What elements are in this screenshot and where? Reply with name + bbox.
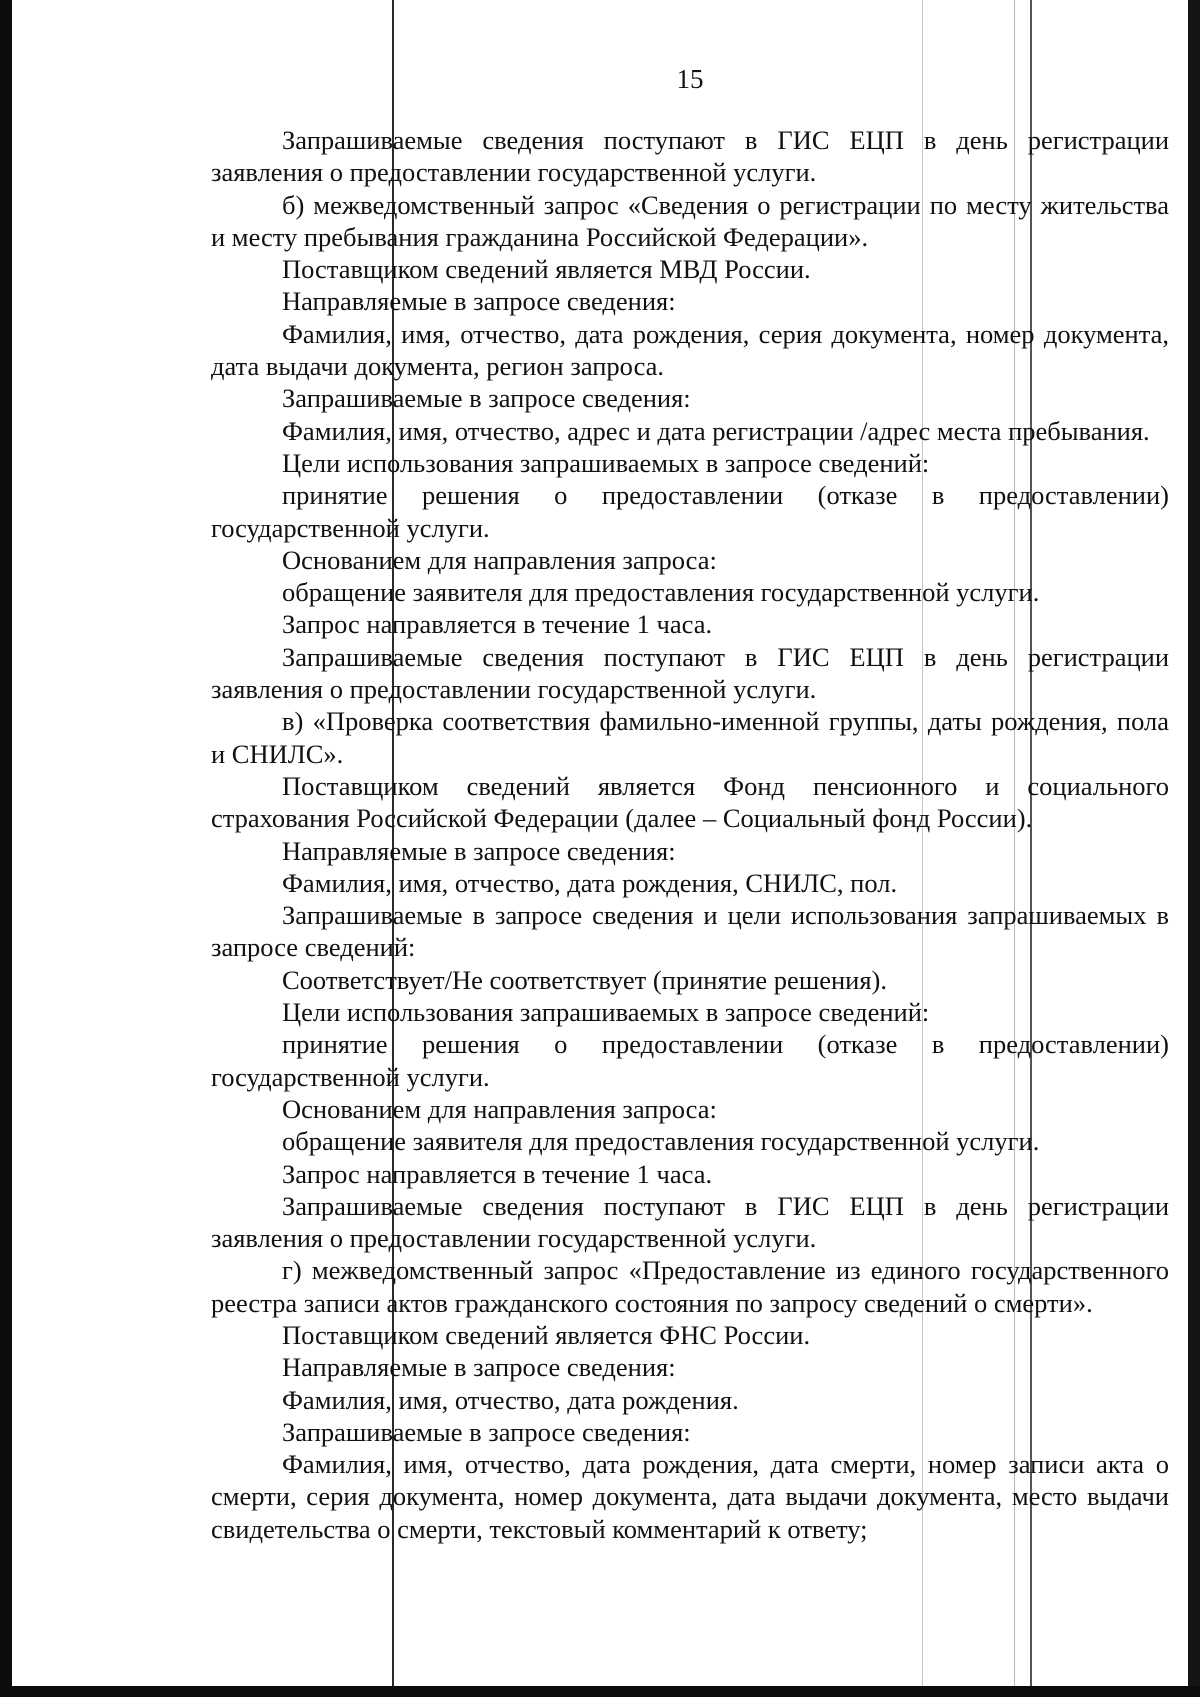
document-body <box>211 124 1169 1545</box>
paragraph: Запрашиваемые в запросе сведения и цели использования запрашиваемых в запросе сведений: <box>211 900 1169 963</box>
paragraph: Запрос направляется в течение 1 часа. <box>282 1158 713 1189</box>
paragraph: Соответствует/Не соответствует (принятие решения). <box>282 964 887 995</box>
paragraph: принятие решения о предоставлении (отказе в предоставлении) государственной услуги. <box>211 480 1169 543</box>
paragraph: Цели использования запрашиваемых в запросе сведений: <box>282 447 930 478</box>
paragraph: Направляемые в запросе сведения: <box>282 835 676 866</box>
scan-border-bottom <box>0 1686 1200 1697</box>
paragraph: Фамилия, имя, отчество, дата рождения, СНИЛС, пол. <box>282 867 898 898</box>
paragraph: Запрашиваемые сведения поступают в ГИС ЕЦП в день регистрации заявления о предоставлении государственной услуги. <box>211 125 1169 188</box>
paragraph: обращение заявителя для предоставления государственной услуги. <box>282 577 1040 608</box>
paragraph: Поставщиком сведений является ФНС России. <box>282 1319 811 1350</box>
paragraph: Направляемые в запросе сведения: <box>282 1352 676 1383</box>
paragraph: Фамилия, имя, отчество, дата рождения. <box>282 1384 739 1415</box>
paragraph: Направляемые в запросе сведения: <box>282 286 676 317</box>
paragraph: Основанием для направления запроса: <box>282 544 717 575</box>
scan-border-left <box>0 0 12 1697</box>
paragraph: принятие решения о предоставлении (отказе в предоставлении) государственной услуги. <box>211 1029 1169 1092</box>
paragraph: Запрашиваемые сведения поступают в ГИС ЕЦП в день регистрации заявления о предоставлении государственной услуги. <box>211 1190 1169 1254</box>
paragraph: Поставщиком сведений является МВД России. <box>282 254 811 285</box>
paragraph: б) межведомственный запрос «Сведения о регистрации по месту жительства и месту пребывания гражданина Российской Федерации». <box>211 189 1169 252</box>
scan-border-right <box>1188 0 1200 1697</box>
page-number: 15 <box>676 64 704 94</box>
paragraph: Поставщиком сведений является Фонд пенсионного и социального страхования Российской Федерации (далее – Социальный фонд России). <box>211 770 1169 834</box>
paragraph: Фамилия, имя, отчество, адрес и дата регистрации /адрес места пребывания. <box>282 415 1150 446</box>
paragraph: Фамилия, имя, отчество, дата рождения, серия документа, номер документа, дата выдачи документа, регион запроса. <box>211 318 1169 382</box>
paragraph: Запрос направляется в течение 1 часа. <box>282 609 713 640</box>
paragraph: Фамилия, имя, отчество, дата рождения, дата смерти, номер записи акта о смерти, серия документа, номер документа, дата выдачи документа, место выдачи свидетельства о смерти, текстовый комментарий к ответу; <box>211 1449 1169 1544</box>
paragraph: обращение заявителя для предоставления государственной услуги. <box>282 1126 1040 1157</box>
paragraph: Запрашиваемые в запросе сведения: <box>282 383 691 414</box>
paragraph: Запрашиваемые в запросе сведения: <box>282 1416 691 1447</box>
paragraph: Основанием для направления запроса: <box>282 1093 717 1124</box>
paragraph: Цели использования запрашиваемых в запросе сведений: <box>282 997 930 1028</box>
paragraph: Запрашиваемые сведения поступают в ГИС ЕЦП в день регистрации заявления о предоставлении государственной услуги. <box>211 641 1169 705</box>
paragraph: г) межведомственный запрос «Предоставление из единого государственного реестра записи актов гражданского состояния по запросу сведений о смерти». <box>211 1255 1169 1318</box>
paragraph: в) «Проверка соответствия фамильно-именной группы, даты рождения, пола и СНИЛС». <box>211 706 1169 769</box>
